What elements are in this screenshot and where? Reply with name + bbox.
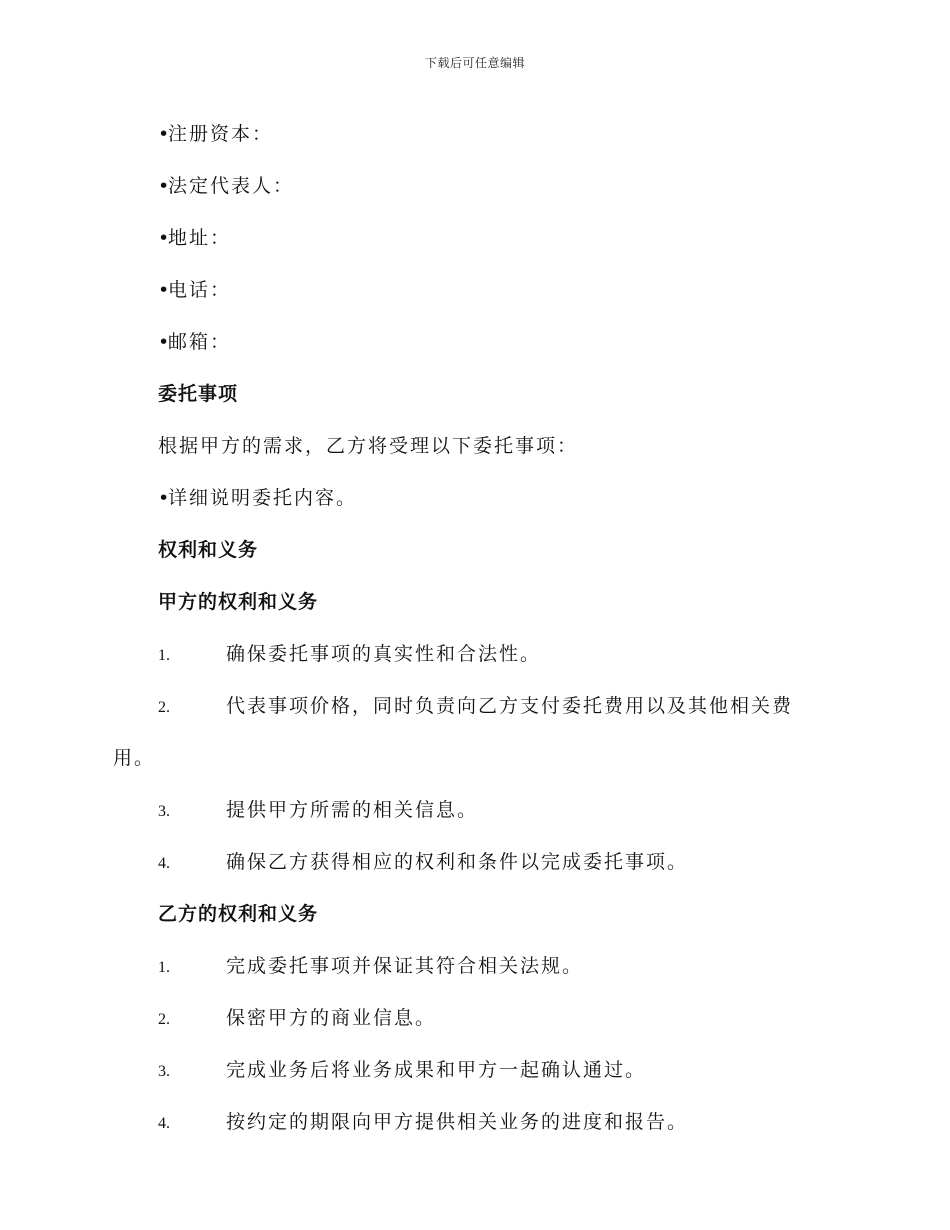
party-b-title: 乙方的权利和义务 bbox=[158, 903, 319, 925]
item-number: 2. bbox=[158, 699, 170, 716]
item-number: 4. bbox=[158, 855, 170, 872]
document-content bbox=[113, 108, 833, 1148]
bullet-icon: • bbox=[158, 279, 170, 301]
item-text: 完成业务后将业务成果和甲方一起确认通过。 bbox=[226, 1059, 647, 1081]
item-text: 代表事项价格，同时负责向乙方支付委托费用以及其他相关费 bbox=[226, 695, 794, 717]
item-number: 3. bbox=[158, 803, 170, 820]
entrust-item bbox=[113, 472, 833, 524]
item-text: 提供甲方所需的相关信息。 bbox=[226, 799, 479, 821]
entrust-intro: 根据甲方的需求，乙方将受理以下委托事项： bbox=[158, 435, 579, 457]
field-address bbox=[113, 212, 833, 264]
item-number: 3. bbox=[158, 1063, 170, 1080]
party-a-item-1 bbox=[113, 628, 833, 680]
field-phone bbox=[113, 264, 833, 316]
field-label: 法定代表人： bbox=[168, 175, 295, 197]
field-label: 邮箱： bbox=[168, 331, 232, 353]
entrust-item-text: 详细说明委托内容。 bbox=[168, 487, 358, 509]
party-b-item-3 bbox=[113, 1044, 833, 1096]
item-number: 1. bbox=[158, 959, 170, 976]
field-label: 注册资本： bbox=[168, 123, 274, 145]
item-number: 4. bbox=[158, 1115, 170, 1132]
party-a-item-3 bbox=[113, 784, 833, 836]
item-text: 按约定的期限向甲方提供相关业务的进度和报告。 bbox=[226, 1111, 689, 1133]
item-number: 2. bbox=[158, 1011, 170, 1028]
item-text: 保密甲方的商业信息。 bbox=[226, 1007, 437, 1029]
party-a-item-4 bbox=[113, 836, 833, 888]
field-label: 地址： bbox=[168, 227, 232, 249]
item-number: 1. bbox=[158, 647, 170, 664]
field-email bbox=[113, 316, 833, 368]
party-a-item-2-continuation: 用。 bbox=[113, 747, 156, 769]
party-a-title: 甲方的权利和义务 bbox=[158, 591, 319, 613]
party-b-item-4 bbox=[113, 1096, 833, 1148]
bullet-icon: • bbox=[158, 487, 170, 509]
item-text: 完成委托事项并保证其符合相关法规。 bbox=[226, 955, 584, 977]
section-title-entrust: 委托事项 bbox=[158, 383, 239, 405]
bullet-icon: • bbox=[158, 175, 170, 197]
party-b-item-1 bbox=[113, 940, 833, 992]
field-registered-capital bbox=[113, 108, 833, 160]
item-text: 确保委托事项的真实性和合法性。 bbox=[226, 643, 542, 665]
field-legal-representative bbox=[113, 160, 833, 212]
field-label: 电话： bbox=[168, 279, 232, 301]
bullet-icon: • bbox=[158, 123, 170, 145]
party-b-item-2 bbox=[113, 992, 833, 1044]
party-a-item-2 bbox=[113, 680, 833, 732]
item-text: 确保乙方获得相应的权利和条件以完成委托事项。 bbox=[226, 851, 689, 873]
bullet-icon: • bbox=[158, 227, 170, 249]
bullet-icon: • bbox=[158, 331, 170, 353]
page-header: 下载后可任意编辑 bbox=[424, 56, 525, 70]
section-title-rights: 权利和义务 bbox=[158, 539, 259, 561]
